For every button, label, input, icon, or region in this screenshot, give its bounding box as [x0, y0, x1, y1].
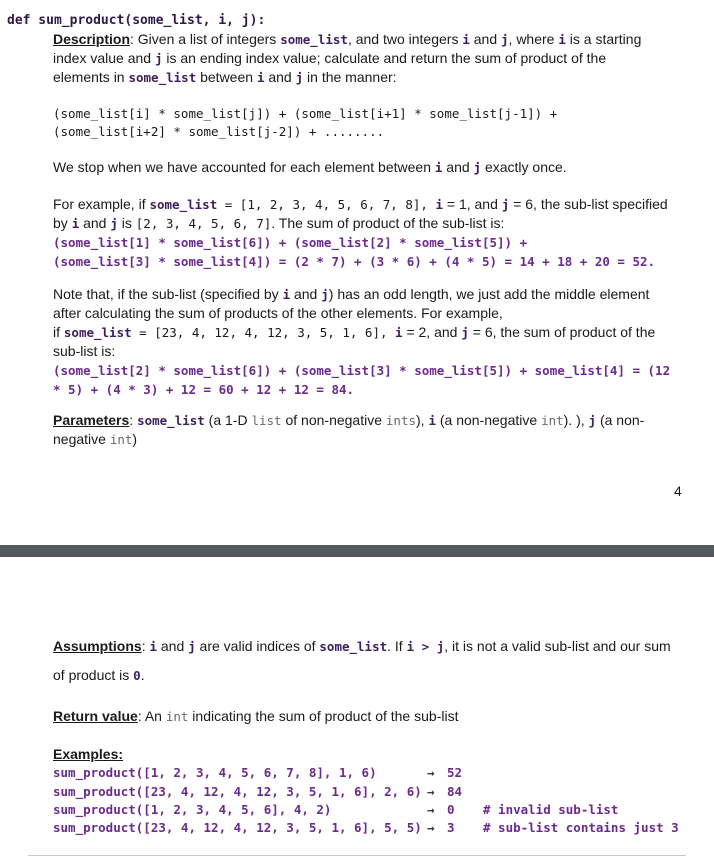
example-row: sum_product([23, 4, 12, 4, 12, 3, 5, 1, 6], 2, 6) → 84 [53, 784, 463, 799]
parameters-line-1: Parameters: some_list (a 1-D list of non-negative ints), i (a non-negative int). ), j (a non- [53, 412, 645, 428]
example-line-2: by i and j is [2, 3, 4, 5, 6, 7]. The sum of product of the sub-list is: [53, 215, 505, 231]
example-code-line-1: (some_list[1] * some_list[6]) + (some_list[2] * some_list[5]) + [53, 235, 528, 250]
example-row: sum_product([23, 4, 12, 4, 12, 3, 5, 1, 6], 5, 5) → 3 # sub-list contains just 3 [53, 820, 679, 835]
examples-label: Examples: [53, 746, 124, 762]
description-label: Description [53, 31, 131, 47]
page-number: 4 [674, 483, 682, 499]
example-comment: # sub-list contains just 3 [483, 820, 679, 835]
page-separator [0, 545, 714, 557]
return-value-section: Return value: An int indicating the sum of product of the sub-list [53, 708, 459, 724]
example-line-1: For example, if some_list = [1, 2, 3, 4, 5, 6, 7, 8], i = 1, and j = 6, the sub-list specified [53, 196, 668, 212]
example-comment: # invalid sub-list [483, 802, 619, 817]
formula-line-1: (some_list[i] * some_list[j]) + (some_list[i+1] * some_list[j-1]) + [53, 106, 558, 121]
return-value-label: Return value [53, 708, 138, 724]
description-line-3: elements in some_list between i and j in the manner: [53, 69, 397, 85]
assumptions-line-2: of product is 0. [53, 667, 145, 683]
parameters-line-2: negative int) [53, 431, 138, 447]
assumptions-label: Assumptions [53, 638, 142, 654]
note-line-4: sub-list is: [53, 343, 116, 359]
formula-block [53, 105, 693, 141]
assumptions-line-1: Assumptions: i and j are valid indices of some_list. If i > j, it is not a valid sub-list and our sum [53, 638, 671, 654]
example-code-line-2: (some_list[3] * some_list[4]) = (2 * 7) + (3 * 6) + (4 * 5) = 14 + 18 + 20 = 52. [53, 254, 656, 269]
parameters-section [53, 411, 693, 449]
description-line-2: index value and j is an ending index value; calculate and return the sum of product of the [53, 50, 607, 66]
parameters-label: Parameters [53, 412, 130, 428]
note-line-2: after calculating the sum of products of the other elements. For example, [53, 305, 503, 321]
example-row: sum_product([1, 2, 3, 4, 5, 6], 4, 2) → 0 # invalid sub-list [53, 802, 619, 817]
example-paragraph [53, 195, 693, 271]
formula-line-2: (some_list[i+2] * some_list[j-2]) + ........ [53, 124, 385, 139]
description-line-1: Description: Given a list of integers some_list, and two integers i and j, where i is a starting [53, 31, 642, 47]
note-line-3: if some_list = [23, 4, 12, 4, 12, 3, 5, 1, 6], i = 2, and j = 6, the sum of product of the [53, 324, 656, 340]
assumptions-section [53, 632, 693, 690]
note-code-line-2: * 5) + (4 * 3) + 12 = 60 + 12 + 12 = 84. [53, 382, 355, 397]
function-signature: def sum_product(some_list, i, j): [7, 13, 266, 28]
note-paragraph [53, 285, 693, 399]
stop-line: We stop when we have accounted for each element between i and j exactly once. [53, 159, 567, 175]
description-section [53, 30, 693, 87]
note-code-line-1: (some_list[2] * some_list[6]) + (some_list[3] * some_list[5]) + some_list[4] = (12 [53, 363, 671, 378]
bottom-divider [28, 855, 686, 856]
note-line-1: Note that, if the sub-list (specified by i and j) has an odd length, we just add the middle element [53, 286, 650, 302]
example-row: sum_product([1, 2, 3, 4, 5, 6, 7, 8], 1, 6) → 52 [53, 765, 463, 780]
